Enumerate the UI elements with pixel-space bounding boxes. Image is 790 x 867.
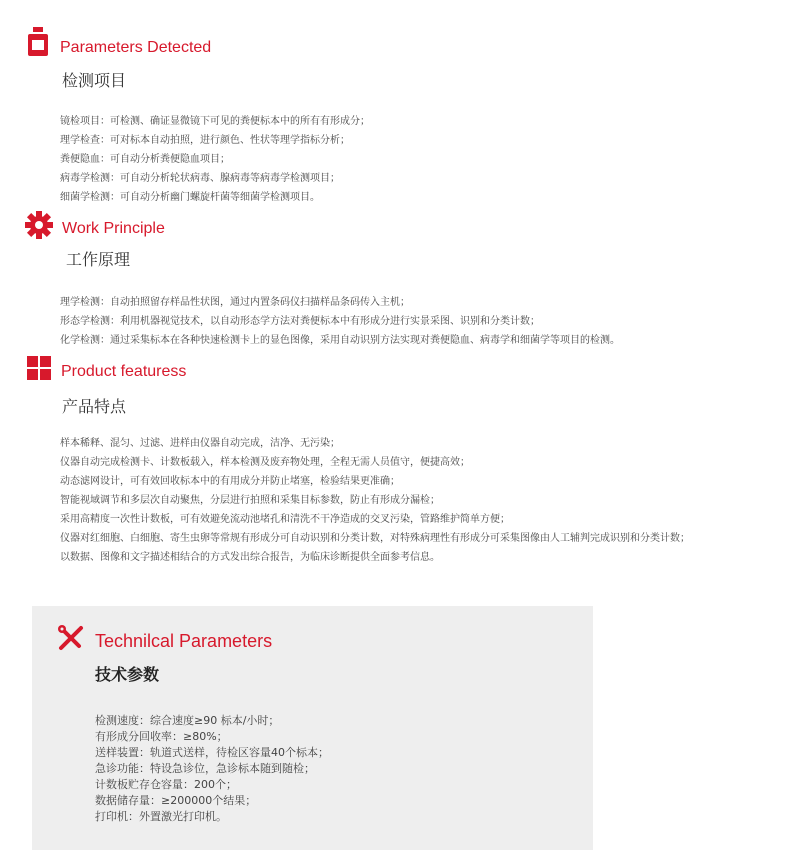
- list-item: 检测速度：综合速度≥90 标本/小时；: [95, 714, 280, 727]
- list-item: 粪便隐血：可自动分析粪便隐血项目；: [60, 154, 230, 165]
- list-item: 动态滤网设计，可有效回收标本中的有用成分并防止堵塞，检验结果更准确；: [60, 476, 400, 487]
- list-item: 细菌学检测：可自动分析幽门螺旋杆菌等细菌学检测项目。: [60, 192, 320, 203]
- list-item: 急诊功能：特设急诊位，急诊标本随到随检；: [95, 762, 315, 775]
- section-title-en: Work Principle: [62, 220, 165, 237]
- section-lines: [95, 713, 329, 825]
- list-item: 化学检测：通过采集标本在各种快速检测卡上的显色图像，采用自动识别方法实现对粪便隐血、病毒学和细菌学等项目的检测。: [60, 335, 620, 346]
- section-title-cn: 技术参数: [95, 665, 160, 684]
- section-lines: [60, 434, 690, 567]
- list-item: 理学检查：可对标本自动拍照，进行颜色、性状等理学指标分析；: [60, 135, 350, 146]
- list-item: 理学检测：自动拍照留存样品性状图，通过内置条码仪扫描样品条码传入主机；: [60, 297, 410, 308]
- list-item: 样本稀释、混匀、过滤、进样由仪器自动完成，洁净、无污染；: [60, 438, 340, 449]
- list-item: 采用高精度一次性计数板，可有效避免流动池堵孔和清洗不干净造成的交叉污染，管路维护简单方便；: [60, 514, 510, 525]
- section-lines: [60, 112, 370, 207]
- list-item: 计数板贮存仓容量：200个；: [95, 778, 237, 791]
- tools-icon: [57, 624, 85, 652]
- list-item: 仪器自动完成检测卡、计数板载入，样本检测及废弃物处理，全程无需人员值守，便捷高效；: [60, 457, 470, 468]
- technical-parameters-panel: [32, 606, 593, 850]
- list-item: 仪器对红细胞、白细胞、寄生虫卵等常规有形成分可自动识别和分类计数，对特殊病理性有形成分可采集图像由人工辅判完成识别和分类计数；: [60, 533, 690, 544]
- section-lines: [60, 293, 620, 350]
- gear-icon: [25, 211, 53, 239]
- section-title-cn: 工作原理: [66, 250, 131, 269]
- list-item: 送样装置：轨道式送样，待检区容量40个标本；: [95, 746, 329, 759]
- list-item: 以数据、图像和文字描述相结合的方式发出综合报告，为临床诊断提供全面参考信息。: [60, 552, 440, 563]
- section-title-en: Parameters Detected: [60, 39, 212, 56]
- sample-bottle-icon: [27, 27, 49, 57]
- section-title-en: Technilcal Parameters: [95, 631, 273, 651]
- grid-icon: [27, 356, 51, 380]
- section-title-cn: 产品特点: [62, 397, 127, 416]
- list-item: 打印机：外置激光打印机。: [95, 810, 227, 823]
- list-item: 镜检项目：可检测、确证显微镜下可见的粪便标本中的所有有形成分；: [60, 116, 370, 127]
- list-item: 病毒学检测：可自动分析轮状病毒、腺病毒等病毒学检测项目；: [60, 173, 340, 184]
- section-title-cn: 检测项目: [62, 71, 127, 90]
- list-item: 数据储存量：≥200000个结果；: [95, 794, 257, 807]
- section-title-en: Product featuress: [61, 363, 187, 380]
- list-item: 有形成分回收率：≥80%；: [95, 730, 228, 743]
- list-item: 智能视域调节和多层次自动聚焦，分层进行拍照和采集目标参数，防止有形成分漏检；: [60, 495, 440, 506]
- list-item: 形态学检测：利用机器视觉技术，以自动形态学方法对粪便标本中有形成分进行实景采图、识别和分类计数；: [60, 316, 540, 327]
